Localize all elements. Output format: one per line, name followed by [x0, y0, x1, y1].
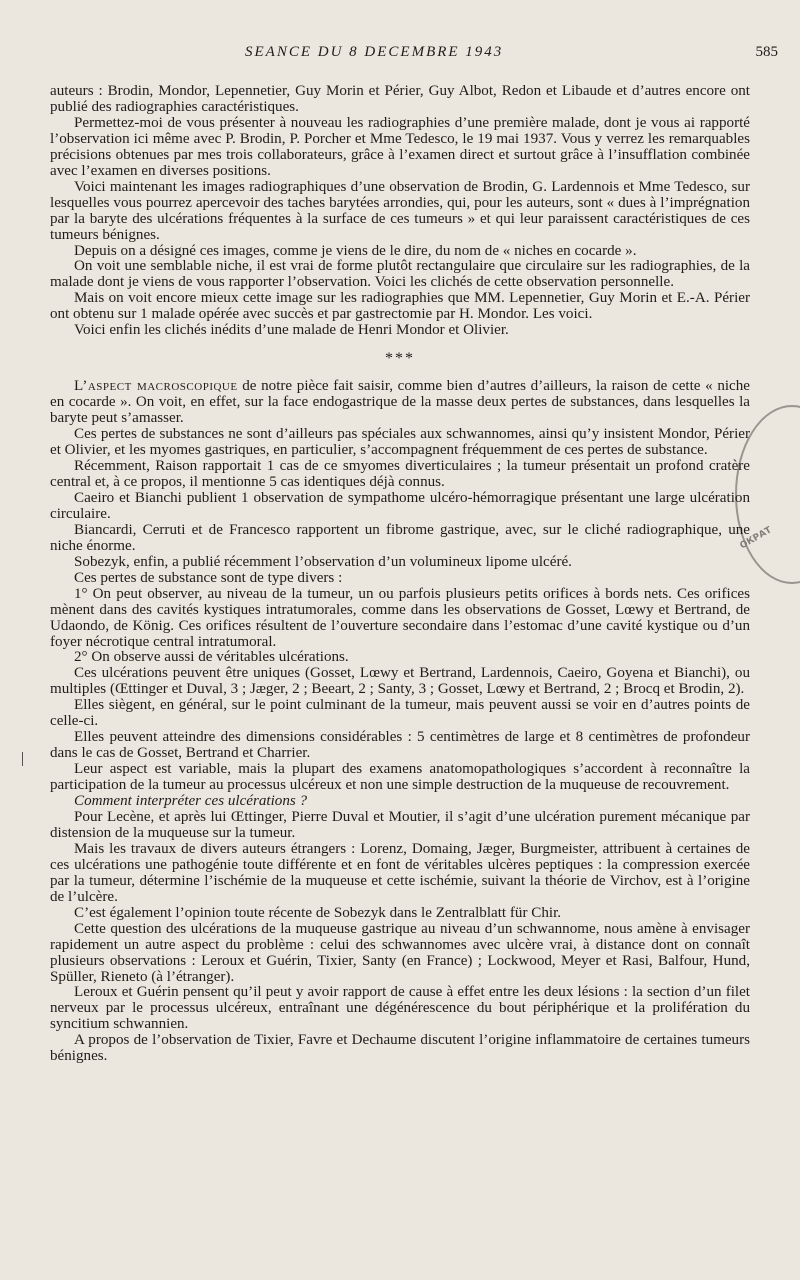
paragraph: Sobezyk, enfin, a publié récemment l’observation d’un volumineux lipome ulcéré.: [74, 553, 572, 570]
paragraph: Pour Lecène, et après lui Œttinger, Pierre Duval et Moutier, il s’agit d’une ulcération purement mécanique par distension de la muqueuse sur la tumeur.: [50, 808, 750, 841]
paragraph: Ces pertes de substance sont de type divers :: [74, 569, 343, 586]
paragraph: Permettez-moi de vous présenter à nouveau les radiographies d’une première malade, dont je vous ai rapporté l’observation ici même avec P. Brodin, P. Porcher et Mme Tedesco, le 19 mai 1937. Vous y verrez les remarquables précisions obtenues par mes trois collaborateurs, grâce à l’examen direct et surtout grâce à l’insufflation combinée avec l’examen en diverses positions.: [50, 114, 750, 179]
stamp-text: ОКРАТ: [738, 525, 774, 552]
section-lead-paragraph: [50, 379, 750, 427]
paragraph: Leroux et Guérin pensent qu’il peut y avoir rapport de cause à effet entre les deux lésions : la section d’un filet nerveux par le processus ulcéreux, entraînant une dégénérescence du bout périphérique et la prolifération du syncitium schwannien.: [50, 984, 750, 1033]
paragraph: Caeiro et Bianchi publient 1 observation de sympathome ulcéro-hémorragique présentant une large ulcération circulaire.: [50, 489, 750, 522]
paragraph: 2° On observe aussi de véritables ulcérations.: [74, 649, 349, 666]
page-header: [0, 44, 800, 68]
paragraph: Leur aspect est variable, mais la plupart des examens anatomopathologiques s’accordent à reconnaître la participation de la tumeur au processus ulcéreux et non une simple destruction de la muqueuse de recouvrement.: [50, 761, 750, 794]
paragraph: Elles peuvent atteindre des dimensions considérables : 5 centimètres de large et 8 centimètres de profondeur dans le cas de Gosset, Bertrand et Charrier.: [50, 729, 750, 762]
paragraph: A propos de l’observation de Tixier, Favre et Dechaume discutent l’origine inflammatoire de certaines tumeurs bénignes.: [50, 1032, 750, 1065]
paragraph: Ces ulcérations peuvent être uniques (Gosset, Lœwy et Bertrand, Lardennois, Caeiro, Goyena et Bianchi), ou multiples (Œttinger et Duval, 3 ; Jæger, 2 ; Beeart, 2 ; Santy, 3 ; Gosset, Lœwy et Bertrand, 2 ; Brocq et Brodin, 2).: [50, 665, 750, 698]
body-text: [50, 84, 750, 1065]
running-title: SEANCE DU 8 DECEMBRE 1943: [245, 44, 504, 60]
page-number: 585: [755, 44, 778, 60]
paragraph: Mais on voit encore mieux cette image sur les radiographies que MM. Lepennetier, Guy Morin et E.-A. Périer ont obtenu sur 1 malade opérée avec succès et par gastrectomie par H. Mondor. Les voici.: [50, 290, 750, 323]
paragraph: auteurs : Brodin, Mondor, Lepennetier, Guy Morin et Périer, Guy Albot, Redon et Libaude et d’autres encore ont publié des radiographies caractéristiques.: [50, 83, 750, 115]
paragraph: Elles siègent, en général, sur le point culminant de la tumeur, mais peuvent aussi se voir en d’autres points de celle-ci.: [50, 697, 750, 730]
paragraph: Ces pertes de substances ne sont d’ailleurs pas spéciales aux schwannomes, ainsi qu’y insistent Mondor, Périer et Olivier, et les myomes gastriques, en particulier, s’accompagnent fréquemment de ces pertes de substance.: [50, 426, 750, 459]
paragraph: Récemment, Raison rapportait 1 cas de ce smyomes diverticulaires ; la tumeur présentait un profond cratère central et, à ce propos, il mentionne 5 cas identiques déjà connus.: [50, 458, 750, 490]
paragraph: Depuis on a désigné ces images, comme je viens de le dire, du nom de « niches en cocarde ».: [74, 242, 637, 259]
paragraph: Mais les travaux de divers auteurs étrangers : Lorenz, Domaing, Jæger, Burgmeister, attribuent à certaines de ces ulcérations une pathogénie toute différente et en font de véritables ulcères peptiques : la compression exercée par la tumeur, détermine l’ischémie de la muqueuse et cette ischémie, suivant la théorie de Virchov, est à l’origine de l’ulcère.: [50, 840, 750, 905]
paragraph: 1° On peut observer, au niveau de la tumeur, un ou parfois plusieurs petits orifices à bords nets. Ces orifices mènent dans des cavités kystiques intratumorales, comme dans les observations de Gosset, Lœwy et Bertrand, de Udaondo, de König. Ces orifices résultent de l’ouverture secondaire dans l’estomac d’une cavité kystique ou d’un foyer nécrotique central intratumoral.: [50, 585, 750, 650]
paragraph: Voici maintenant les images radiographiques d’une observation de Brodin, G. Lardennois et Mme Tedesco, sur lesquelles vous pourrez apercevoir des taches barytées arrondies, qui, pour les auteurs, sont « dues à l’imprégnation par la baryte des ulcérations fréquentes à la surface de ces tumeurs » et qui leur paraissent caractéristiques de ces tumeurs bénignes.: [50, 178, 750, 243]
subheading: Comment interpréter ces ulcérations ?: [74, 793, 308, 810]
paragraph: Cette question des ulcérations de la muqueuse gastrique au niveau d’un schwannome, nous amène à envisager rapidement un autre aspect du problème : celui des schwannomes avec ulcère vrai, à distance dont on connaît plusieurs observations : Leroux et Guérin, Tixier, Santy (en France) ; Lockwood, Meyer et Rasi, Balfour, Hund, Spüller, Rieneto (à l’étranger).: [50, 920, 750, 985]
section-lead-smallcaps: L’aspect macroscopique: [74, 378, 238, 395]
paragraph: Biancardi, Cerruti et de Francesco rapportent un fibrome gastrique, avec, sur le cliché radiographique, une niche énorme.: [50, 521, 750, 554]
paragraph: C’est également l’opinion toute récente de Sobezyk dans le Zentralblatt für Chir.: [74, 904, 562, 921]
margin-mark: [22, 752, 23, 766]
paragraph: On voit une semblable niche, il est vrai de forme plutôt rectangulaire que circulaire sur les radiographies, de la malade dont je viens de vous rapporter l’observation. Voici les clichés de cette observation personnelle.: [50, 258, 750, 291]
section-asterism: ***: [385, 350, 415, 368]
paragraph: Voici enfin les clichés inédits d’une malade de Henri Mondor et Olivier.: [74, 322, 509, 339]
section-lead-text: de notre pièce fait saisir, comme bien d’autres d’ailleurs, la raison de cette « niche en cocarde ». On voit, en effet, sur la face endogastrique de la masse deux pertes de substances, dans lesquelles la baryte peut s’amasser.: [50, 378, 750, 427]
